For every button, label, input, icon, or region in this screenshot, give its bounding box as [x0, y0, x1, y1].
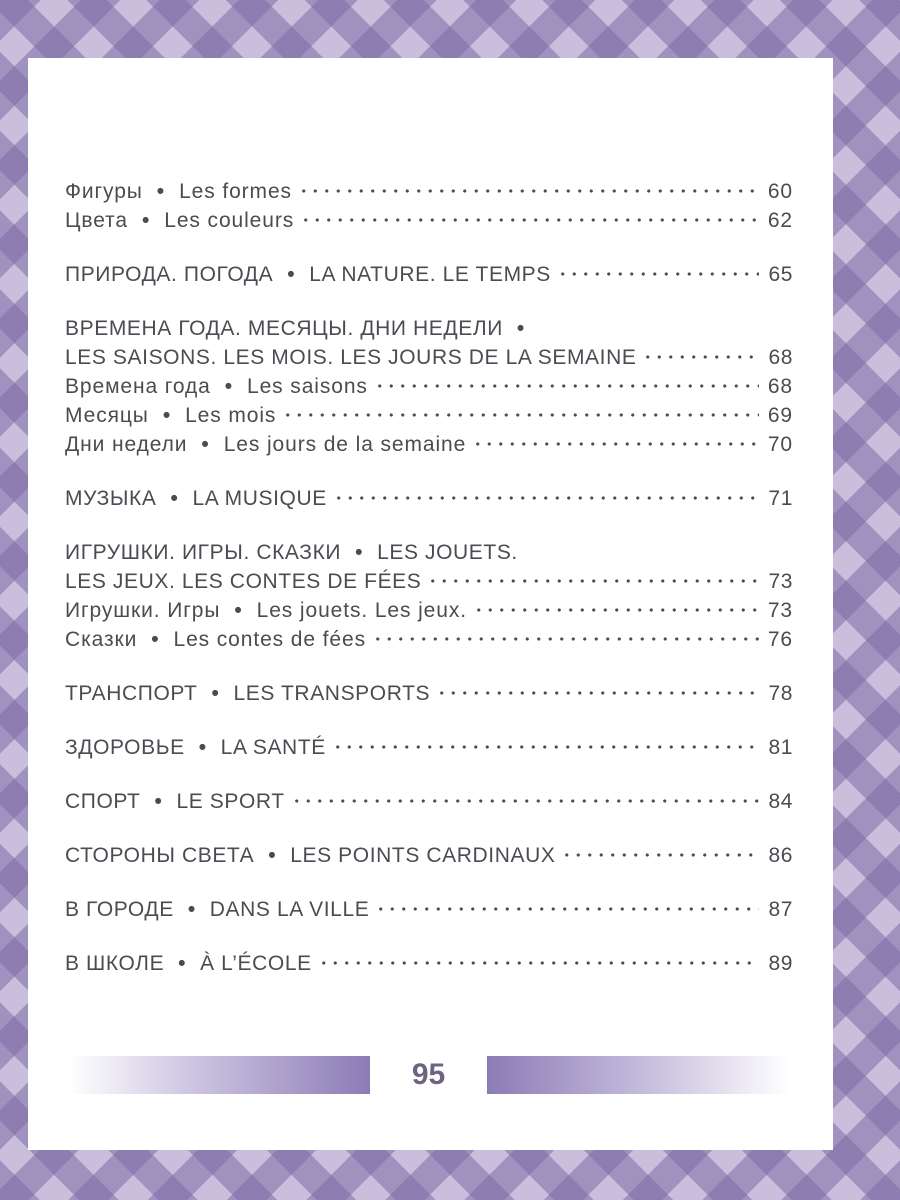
toc-entry — [65, 787, 793, 816]
toc-entry-title — [65, 401, 276, 430]
toc-entry-title-fr: LA SANTÉ — [220, 736, 326, 759]
toc-entry-title — [65, 596, 467, 625]
bullet-separator: • — [156, 180, 166, 203]
dot-leader — [372, 622, 759, 642]
toc-entry-title-ru: МУЗЫКА — [65, 487, 157, 510]
bullet-separator: • — [224, 375, 234, 398]
toc-entry-title-ru: Цвета — [65, 209, 128, 232]
dot-leader — [298, 174, 759, 194]
toc-entry — [65, 484, 793, 513]
toc-entry-page: 84 — [768, 790, 793, 813]
toc-entry-title-ru: СТОРОНЫ СВЕТА — [65, 844, 255, 867]
toc-entry-page: 69 — [767, 404, 793, 427]
toc-entry-title-ru: Сказки — [65, 628, 138, 651]
toc-entry-title-fr: LES JOUETS. — [377, 541, 518, 564]
toc-entry — [65, 401, 793, 430]
toc-entry-page: 60 — [767, 180, 793, 203]
toc-entry-page: 73 — [767, 599, 793, 622]
toc-entry-title — [65, 733, 326, 762]
dot-leader — [561, 838, 759, 858]
bullet-separator: • — [162, 404, 172, 427]
toc-entry-title-ru: ТРАНСПОРТ — [65, 682, 198, 705]
toc-entry-title-fr: Les formes — [179, 180, 292, 203]
toc-entry-title-fr: À L’ÉCOLE — [200, 952, 312, 975]
dot-leader — [472, 427, 759, 447]
toc-entry-page: 68 — [768, 346, 793, 369]
toc-entry-title — [65, 314, 539, 343]
toc-entry-title — [65, 787, 285, 816]
toc-entry-title-ru: В ГОРОДЕ — [65, 898, 174, 921]
toc-entry-title-ru: ИГРУШКИ. ИГРЫ. СКАЗКИ — [65, 541, 342, 564]
toc-entry-title — [65, 625, 366, 654]
dot-leader — [375, 892, 759, 912]
toc-entry-title — [65, 679, 430, 708]
toc-entry-title — [65, 949, 312, 978]
toc-entry-title — [65, 177, 292, 206]
toc-entry-title — [65, 430, 466, 459]
toc-entry — [65, 538, 793, 567]
toc-entry-title-ru: В ШКОЛЕ — [65, 952, 165, 975]
toc-entry — [65, 733, 793, 762]
page-number: 95 — [411, 1058, 446, 1091]
toc-entry-title-ru: ЗДОРОВЬЕ — [65, 736, 185, 759]
bullet-separator: • — [187, 898, 196, 921]
toc-entry-page: 89 — [768, 952, 793, 975]
toc-entry-page: 70 — [767, 433, 793, 456]
toc-entry-page: 81 — [768, 736, 793, 759]
bullet-separator: • — [355, 541, 364, 564]
toc-entry-title-fr: Les mois — [185, 404, 277, 427]
dot-leader — [332, 730, 759, 750]
toc-entry-title-ru: СПОРТ — [65, 790, 141, 813]
toc-entry-title-fr: LES JEUX. LES CONTES DE FÉES — [65, 570, 422, 593]
bullet-separator: • — [287, 263, 296, 286]
toc-entry-title-fr: Les couleurs — [164, 209, 295, 232]
toc-entry — [65, 567, 793, 596]
toc-entry-page: 76 — [767, 628, 793, 651]
toc-entry-title-fr: LES POINTS CARDINAUX — [290, 844, 556, 867]
toc-entry — [65, 895, 793, 924]
toc-entry — [65, 430, 793, 459]
toc-entry-title-fr: LA MUSIQUE — [192, 487, 327, 510]
bullet-separator: • — [142, 209, 151, 232]
footer-bar-left — [68, 1056, 370, 1094]
bullet-separator: • — [170, 487, 179, 510]
toc-entry — [65, 841, 793, 870]
toc-entry — [65, 260, 793, 289]
toc-entry-title — [65, 567, 421, 596]
bullet-separator: • — [516, 317, 525, 340]
footer-bar-right — [487, 1056, 789, 1094]
toc-entry-title — [65, 343, 636, 372]
toc-entry-title-ru: Месяцы — [65, 404, 149, 427]
bullet-separator: • — [211, 682, 220, 705]
toc-entry-page: 62 — [767, 209, 793, 232]
toc-entry-title-ru: ПРИРОДА. ПОГОДА — [65, 263, 274, 286]
bullet-separator: • — [178, 952, 187, 975]
bullet-separator: • — [151, 628, 160, 651]
toc-entry — [65, 177, 793, 206]
toc-entry — [65, 625, 793, 654]
toc-entry — [65, 372, 793, 401]
bullet-separator: • — [154, 790, 163, 813]
dot-leader — [318, 946, 759, 966]
toc-entry — [65, 314, 793, 343]
toc-entry — [65, 206, 793, 235]
dot-leader — [282, 398, 759, 418]
dot-leader — [291, 784, 759, 804]
toc-entry-title-ru: ВРЕМЕНА ГОДА. МЕСЯЦЫ. ДНИ НЕДЕЛИ — [65, 317, 503, 340]
toc-entry-title — [65, 895, 369, 924]
dot-leader — [557, 257, 759, 277]
dot-leader — [333, 481, 759, 501]
toc-entry — [65, 596, 793, 625]
toc-entry — [65, 679, 793, 708]
bullet-separator: • — [198, 736, 207, 759]
toc-entry-title-fr: Les contes de fées — [173, 628, 366, 651]
table-of-contents — [65, 177, 793, 978]
toc-entry-title-fr: LES SAISONS. LES MOIS. LES JOURS DE LA SEMAINE — [65, 346, 637, 369]
toc-entry-title-fr: LES TRANSPORTS — [233, 682, 431, 705]
toc-entry-title-fr: Les saisons — [247, 375, 368, 398]
toc-entry-page: 65 — [768, 263, 793, 286]
toc-entry — [65, 949, 793, 978]
toc-entry-title — [65, 260, 551, 289]
toc-entry-page: 78 — [768, 682, 793, 705]
toc-entry-title-ru: Дни недели — [65, 433, 188, 456]
toc-entry-title-fr: DANS LA VILLE — [209, 898, 370, 921]
toc-entry-title — [65, 372, 368, 401]
toc-entry-title-fr: Les jours de la semaine — [223, 433, 467, 456]
toc-entry-title-fr: LE SPORT — [176, 790, 285, 813]
toc-entry-page: 73 — [768, 570, 793, 593]
bullet-separator: • — [234, 599, 243, 622]
toc-entry-title-ru: Времена года — [65, 375, 211, 398]
toc-entry-title-fr: Les jouets. Les jeux. — [256, 599, 467, 622]
toc-entry-title — [65, 206, 294, 235]
toc-entry-title-ru: Фигуры — [65, 180, 143, 203]
toc-entry-page: 87 — [768, 898, 793, 921]
dot-leader — [436, 676, 759, 696]
dot-leader — [642, 340, 759, 360]
toc-entry-title — [65, 484, 327, 513]
toc-entry-page: 71 — [768, 487, 793, 510]
toc-entry-title — [65, 841, 555, 870]
toc-entry-page: 68 — [767, 375, 793, 398]
toc-entry-title — [65, 538, 518, 567]
dot-leader — [473, 593, 759, 613]
dot-leader — [374, 369, 759, 389]
toc-entry-title-ru: Игрушки. Игры — [65, 599, 221, 622]
toc-entry-page: 86 — [768, 844, 793, 867]
bullet-separator: • — [201, 433, 210, 456]
dot-leader — [427, 564, 759, 584]
bullet-separator: • — [268, 844, 277, 867]
toc-entry — [65, 343, 793, 372]
toc-entry-title-fr: LA NATURE. LE TEMPS — [309, 263, 551, 286]
dot-leader — [300, 203, 759, 223]
